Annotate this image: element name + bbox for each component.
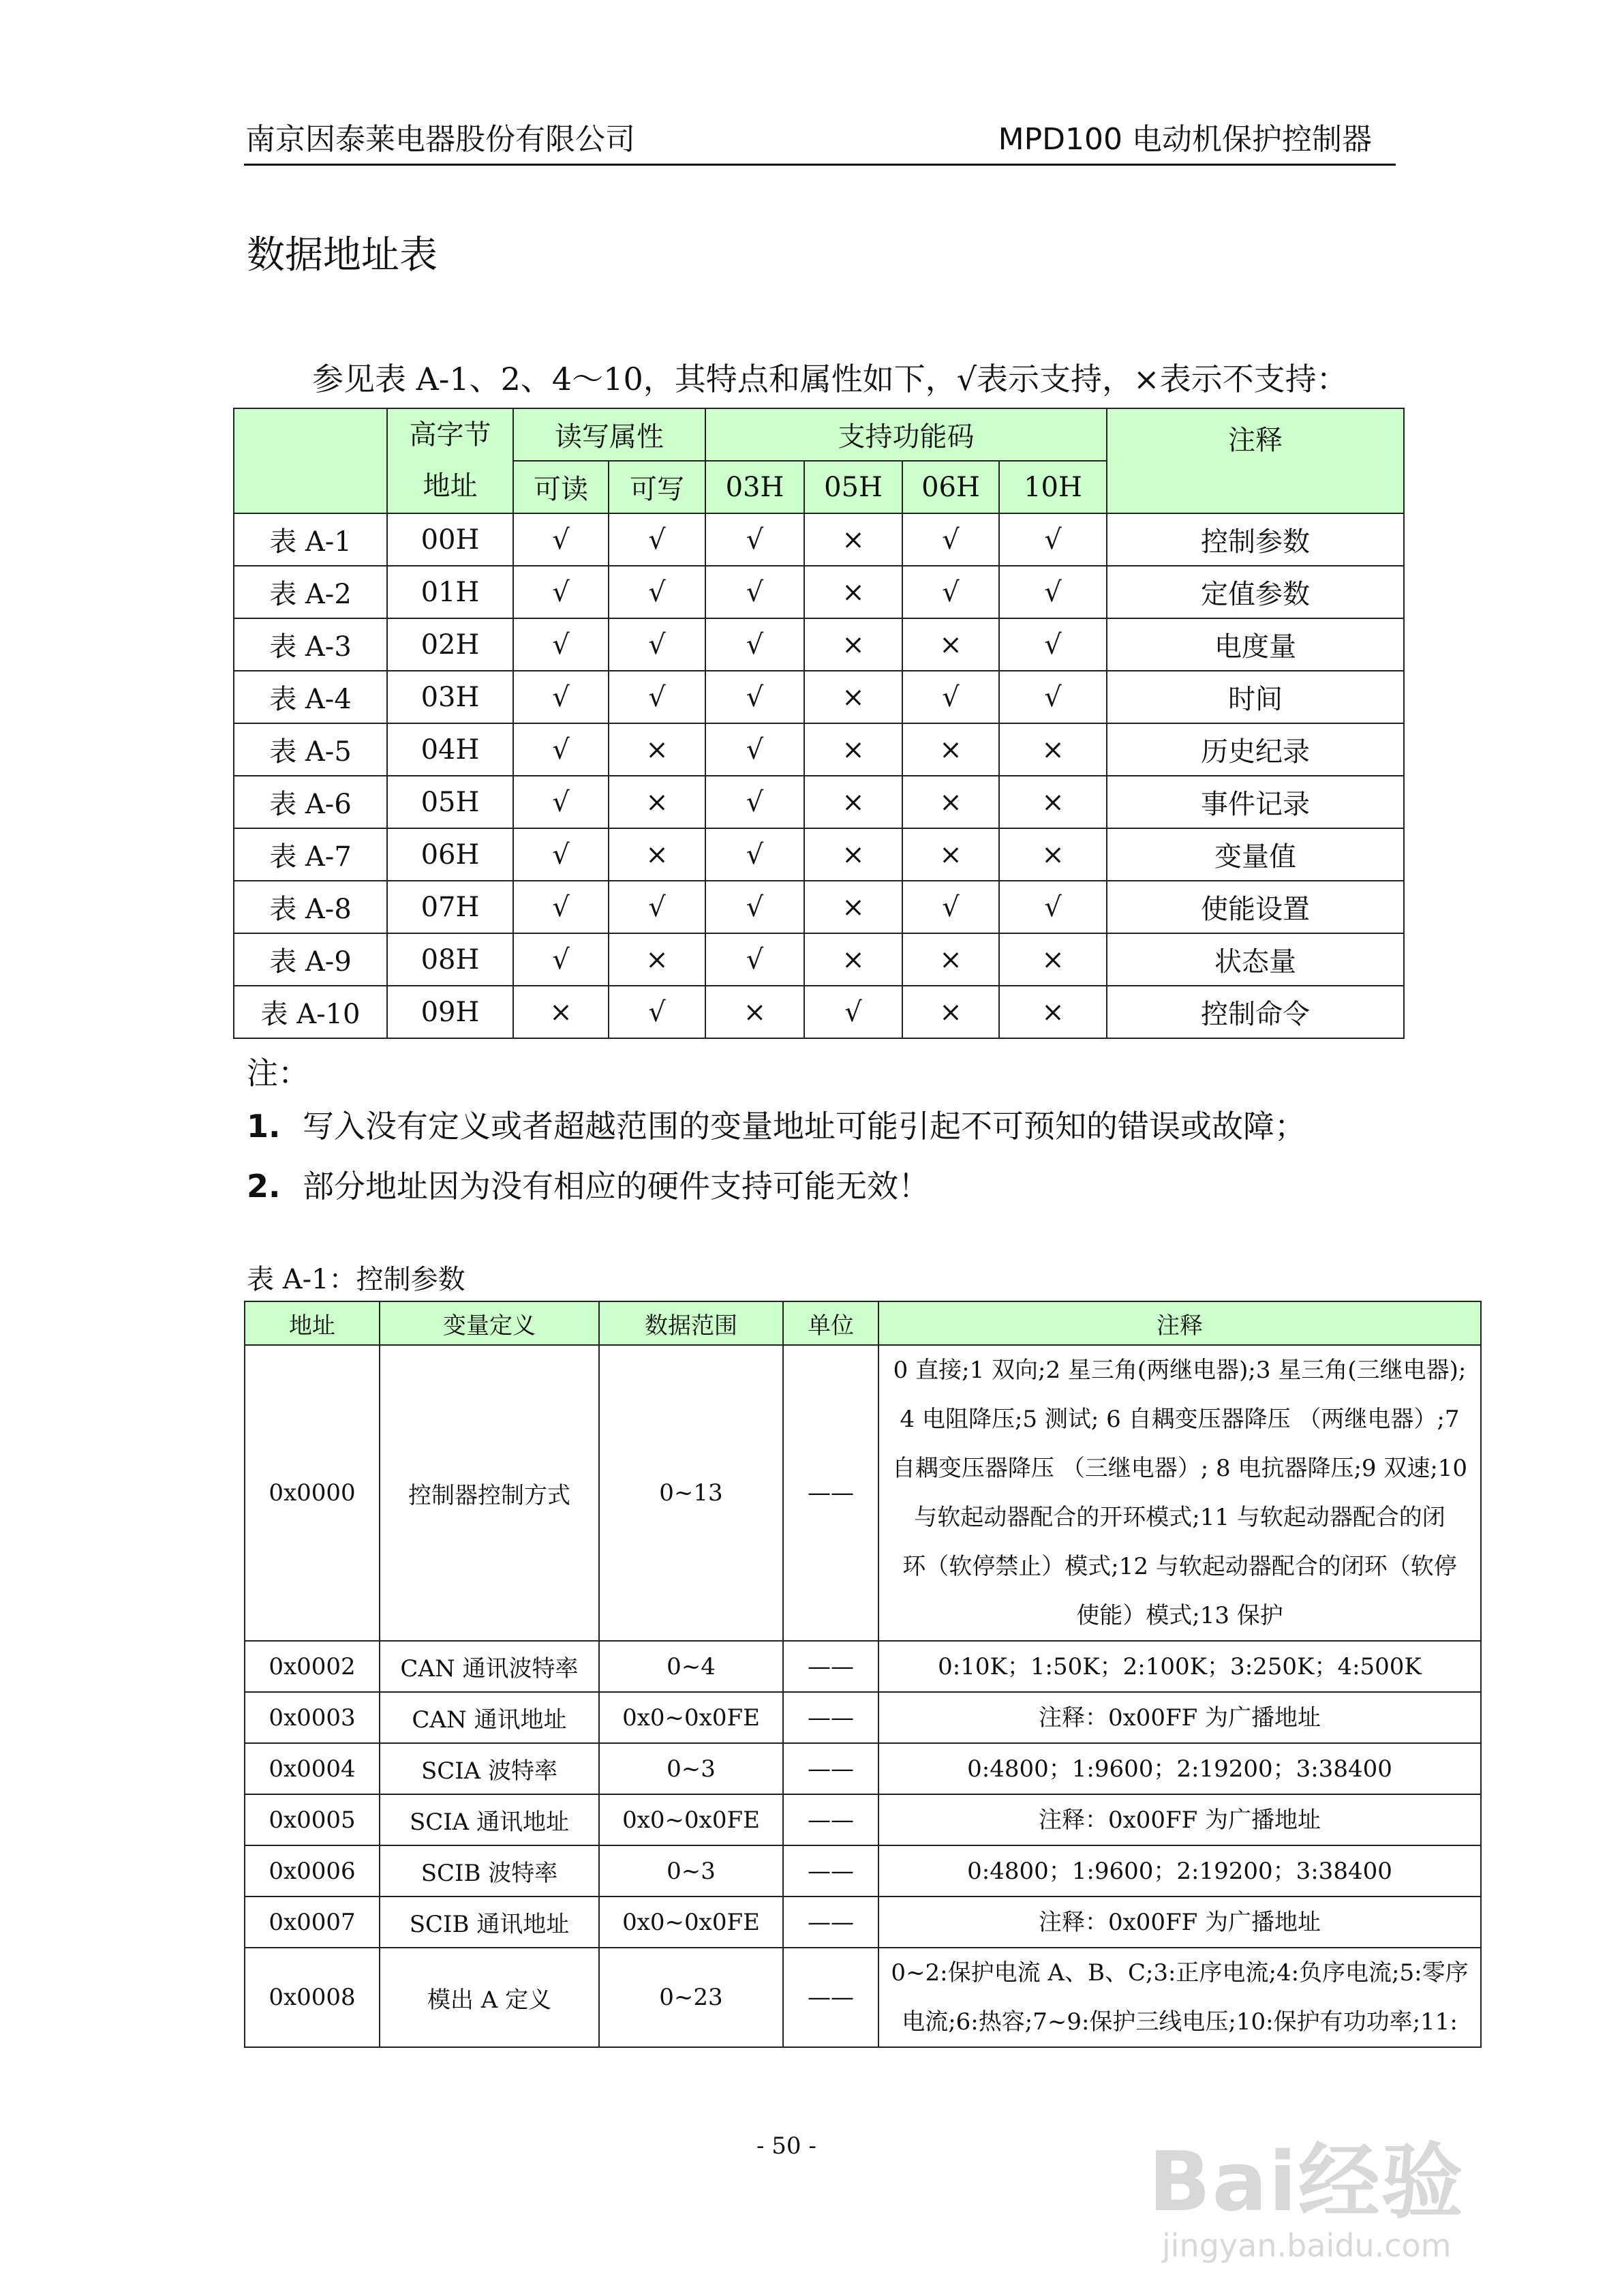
address-table-cell: √ [705,828,804,881]
cell-addr: 0x0002 [245,1641,380,1692]
header-10h: 10H [999,461,1107,513]
control-params-table [244,1301,1482,2048]
address-table-cell: √ [999,671,1107,723]
address-table-cell: 使能设置 [1107,881,1404,933]
address-table-cell: √ [705,671,804,723]
note-line: 0:10K；1:50K；2:100K；3:250K；4:500K [938,1652,1422,1680]
note-line: 与软起动器配合的开环模式;11 与软起动器配合的闭 [914,1504,1445,1531]
cell-unit: —— [783,1948,878,2047]
address-table-row [234,986,1404,1038]
address-table-cell: × [999,986,1107,1038]
address-table-cell: × [609,723,705,776]
header-address: 地址 [245,1301,380,1345]
address-table-row [234,566,1404,618]
cell-addr: 0x0006 [245,1845,380,1897]
page-number: - 50 - [756,2132,816,2160]
cell-addr: 0x0007 [245,1897,380,1948]
cell-unit: —— [783,1345,878,1641]
address-table-cell: √ [999,881,1107,933]
address-table-row [234,828,1404,881]
address-table-cell: √ [705,566,804,618]
address-table-cell: 电度量 [1107,618,1404,671]
note-item [247,1102,1306,1147]
control-params-header-row [245,1301,1481,1345]
address-table-cell: 控制参数 [1107,513,1404,566]
address-table-cell: × [902,618,999,671]
address-table [233,408,1405,1039]
cell-unit: —— [783,1897,878,1948]
address-table-cell: × [999,933,1107,986]
cell-addr: 0x0003 [245,1692,380,1743]
address-table-cell: × [804,566,902,618]
watermark-brand: Bai经验 [1148,2135,1465,2230]
address-table-cell: 表 A-10 [234,986,387,1038]
table-row [245,1345,1481,1641]
address-table-cell: √ [999,618,1107,671]
cell-def: SCIB 波特率 [380,1845,599,1897]
address-table-cell: √ [513,671,609,723]
cell-def: 控制器控制方式 [380,1345,599,1641]
address-table-cell: × [999,828,1107,881]
table-row [245,1692,1481,1743]
note-line: 注释：0x00FF 为广播地址 [1038,1806,1321,1834]
cell-range: 0x0~0x0FE [599,1692,783,1743]
address-table-cell: × [705,986,804,1038]
table-row [245,1845,1481,1897]
address-table-cell: √ [999,513,1107,566]
address-table-cell: × [804,828,902,881]
note-line: 使能）模式;13 保护 [1076,1602,1283,1629]
header-func-codes: 支持功能码 [705,408,1107,461]
address-table-cell: √ [705,933,804,986]
note-line: 注释：0x00FF 为广播地址 [1038,1704,1321,1732]
note-line: 4 电阻降压;5 测试; 6 自耦变压器降压 （两继电器）;7 [900,1406,1460,1433]
cell-range: 0~13 [599,1345,783,1641]
header-high-byte [387,408,513,513]
address-table-cell: 表 A-2 [234,566,387,618]
header-divider [244,164,1396,166]
address-table-cell: × [804,513,902,566]
address-table-cell: 表 A-6 [234,776,387,828]
address-table-cell: √ [705,723,804,776]
address-table-cell: √ [513,566,609,618]
note-number: 2. [247,1168,281,1205]
address-table-cell: √ [705,513,804,566]
address-table-cell: 表 A-1 [234,513,387,566]
note-line: 电流;6:热容;7~9:保护三线电压;10:保护有功功率;11: [902,2008,1458,2036]
header-range: 数据范围 [599,1301,783,1345]
address-table-cell: √ [513,776,609,828]
address-table-cell: √ [513,828,609,881]
address-table-cell: √ [705,618,804,671]
cell-note [878,1948,1481,2047]
header-high-byte-line1: 高字节 [409,419,491,451]
address-table-cell: √ [902,671,999,723]
table-a1-caption: 表 A-1：控制参数 [247,1264,465,1295]
cell-note [878,1692,1481,1743]
address-table-cell: × [902,723,999,776]
address-table-cell: 08H [387,933,513,986]
header-readable: 可读 [513,461,609,513]
header-blank-cell [234,408,387,513]
address-table-cell: 00H [387,513,513,566]
address-table-cell: √ [609,618,705,671]
cell-def: CAN 通讯波特率 [380,1641,599,1692]
address-table-cell: 表 A-3 [234,618,387,671]
address-table-cell: × [804,933,902,986]
cell-unit: —— [783,1845,878,1897]
address-table-cell: 表 A-4 [234,671,387,723]
note-number: 1. [247,1108,281,1145]
address-table-row [234,723,1404,776]
address-table-cell: 变量值 [1107,828,1404,881]
header-definition: 变量定义 [380,1301,599,1345]
cell-range: 0~3 [599,1743,783,1794]
address-table-cell: 05H [387,776,513,828]
address-table-cell: 事件记录 [1107,776,1404,828]
address-table-cell: × [902,986,999,1038]
cell-note [878,1641,1481,1692]
cell-addr: 0x0004 [245,1743,380,1794]
table-row [245,1743,1481,1794]
address-table-cell: 控制命令 [1107,986,1404,1038]
header-03h: 03H [705,461,804,513]
cell-unit: —— [783,1641,878,1692]
address-table-cell: × [902,828,999,881]
address-table-cell: √ [705,881,804,933]
cell-def: CAN 通讯地址 [380,1692,599,1743]
address-table-cell: 表 A-8 [234,881,387,933]
address-table-cell: × [513,986,609,1038]
cell-addr: 0x0008 [245,1948,380,2047]
cell-addr: 0x0000 [245,1345,380,1641]
note-line: 0~2:保护电流 A、B、C;3:正序电流;4:负序电流;5:零序 [891,1959,1469,1987]
note-text: 写入没有定义或者超越范围的变量地址可能引起不可预知的错误或故障； [303,1108,1306,1145]
address-table-cell: × [804,618,902,671]
address-table-row [234,671,1404,723]
address-table-cell: √ [609,671,705,723]
cell-addr: 0x0005 [245,1794,380,1845]
address-table-cell: × [609,828,705,881]
address-table-cell: × [804,671,902,723]
table-row [245,1897,1481,1948]
header-high-byte-line2: 地址 [423,470,478,502]
address-table-cell: 07H [387,881,513,933]
note-line: 0:4800；1:9600；2:19200；3:38400 [967,1857,1392,1885]
control-params-table-body [245,1301,1481,2047]
address-table-cell: √ [902,566,999,618]
address-table-cell: √ [902,513,999,566]
address-table-body [234,408,1404,1038]
address-table-cell: √ [609,881,705,933]
address-table-row [234,933,1404,986]
address-table-cell: √ [804,986,902,1038]
address-table-cell: 04H [387,723,513,776]
address-table-cell: √ [705,776,804,828]
address-table-cell: √ [513,513,609,566]
address-table-cell: √ [513,723,609,776]
section-title: 数据地址表 [247,233,438,277]
address-table-row [234,513,1404,566]
intro-paragraph: 参见表 A-1、2、4～10，其特点和属性如下，√表示支持，×表示不支持： [312,361,1348,397]
header-writable: 可写 [609,461,705,513]
address-table-cell: 02H [387,618,513,671]
cell-note [878,1743,1481,1794]
header-remark: 注释 [878,1301,1481,1345]
address-table-row [234,881,1404,933]
address-table-cell: 01H [387,566,513,618]
address-table-cell: √ [513,618,609,671]
note-line: 0:4800；1:9600；2:19200；3:38400 [967,1755,1392,1783]
address-table-cell: 状态量 [1107,933,1404,986]
address-table-cell: 历史纪录 [1107,723,1404,776]
address-table-row [234,618,1404,671]
note-item [247,1162,930,1207]
address-table-cell: 09H [387,986,513,1038]
note-line: 自耦变压器降压 （三继电器）; 8 电抗器降压;9 双速;10 [891,1455,1468,1482]
address-table-cell: 03H [387,671,513,723]
address-table-cell: × [902,776,999,828]
cell-note [878,1897,1481,1948]
cell-range: 0x0~0x0FE [599,1794,783,1845]
header-note: 注释 [1107,408,1404,513]
table-row [245,1948,1481,2047]
cell-range: 0~3 [599,1845,783,1897]
address-table-cell: × [609,776,705,828]
table-row [245,1641,1481,1692]
cell-unit: —— [783,1692,878,1743]
address-table-cell: √ [999,566,1107,618]
header-05h: 05H [804,461,902,513]
note-line: 环（软停禁止）模式;12 与软起动器配合的闭环（软停 [902,1553,1457,1580]
address-table-header-row [234,408,1404,461]
cell-note [878,1345,1481,1641]
header-product: MPD100 电动机保护控制器 [998,122,1372,157]
header-unit: 单位 [783,1301,878,1345]
cell-unit: —— [783,1743,878,1794]
header-rw: 读写属性 [513,408,705,461]
cell-unit: —— [783,1794,878,1845]
address-table-cell: √ [902,881,999,933]
address-table-cell: 表 A-5 [234,723,387,776]
address-table-cell: × [999,776,1107,828]
address-table-cell: 表 A-9 [234,933,387,986]
cell-range: 0x0~0x0FE [599,1897,783,1948]
notes-title: 注： [247,1055,309,1091]
address-table-row [234,776,1404,828]
cell-note [878,1794,1481,1845]
address-table-cell: 时间 [1107,671,1404,723]
cell-range: 0~4 [599,1641,783,1692]
cell-def: SCIB 通讯地址 [380,1897,599,1948]
cell-def: SCIA 通讯地址 [380,1794,599,1845]
cell-def: SCIA 波特率 [380,1743,599,1794]
address-table-cell: 定值参数 [1107,566,1404,618]
address-table-cell: √ [513,933,609,986]
address-table-cell: × [999,723,1107,776]
address-table-cell: × [609,933,705,986]
note-line: 注释：0x00FF 为广播地址 [1038,1908,1321,1936]
address-table-cell: √ [609,513,705,566]
table-row [245,1794,1481,1845]
baidu-watermark [1148,2117,1465,2264]
watermark-url: jingyan.baidu.com [1162,2227,1452,2264]
note-line: 0 直接;1 双向;2 星三角(两继电器);3 星三角(三继电器); [893,1357,1467,1384]
address-table-cell: √ [513,881,609,933]
header-06h: 06H [902,461,999,513]
address-table-cell: × [804,723,902,776]
address-table-cell: √ [609,566,705,618]
address-table-cell: × [804,881,902,933]
cell-def: 模出 A 定义 [380,1948,599,2047]
cell-range: 0~23 [599,1948,783,2047]
cell-note [878,1845,1481,1897]
address-table-cell: 06H [387,828,513,881]
address-table-cell: × [902,933,999,986]
address-table-cell: √ [609,986,705,1038]
header-company: 南京因泰莱电器股份有限公司 [245,122,635,157]
note-text: 部分地址因为没有相应的硬件支持可能无效！ [303,1168,930,1205]
address-table-cell: × [804,776,902,828]
address-table-cell: 表 A-7 [234,828,387,881]
